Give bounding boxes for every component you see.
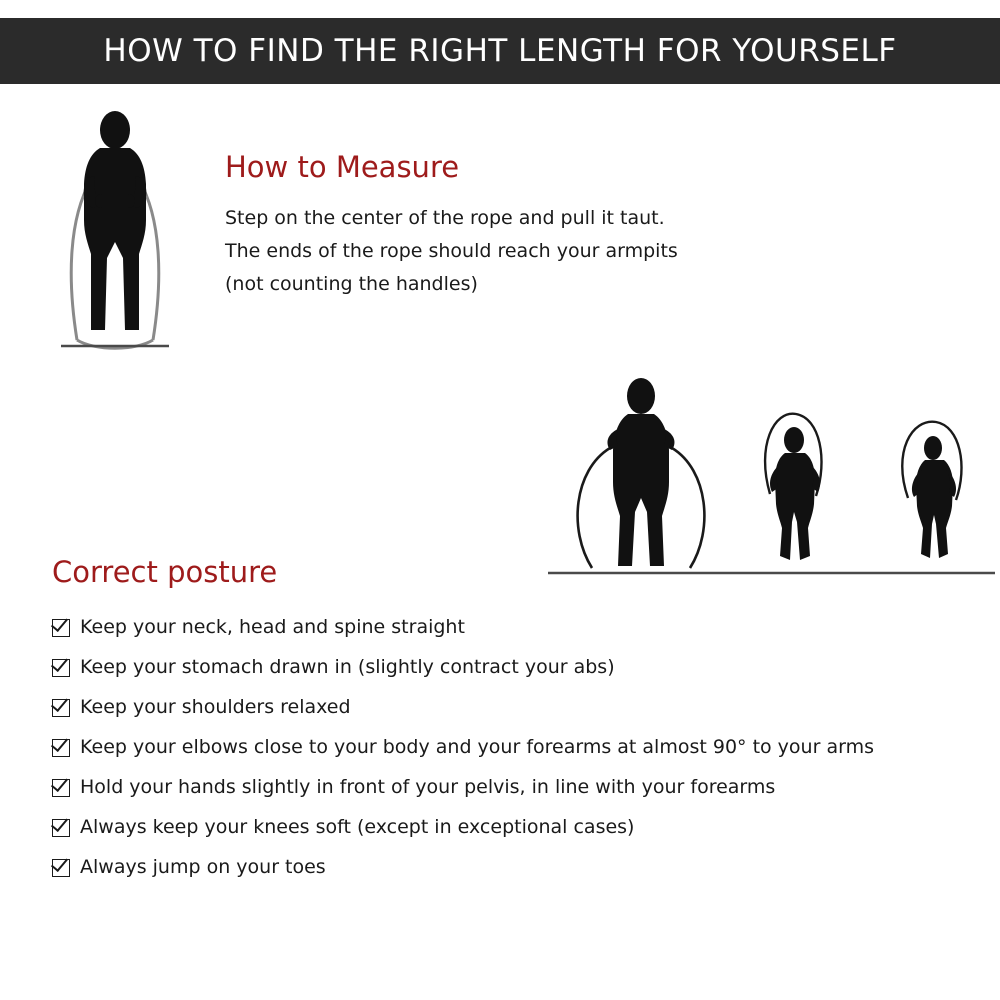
- list-item: [52, 655, 1000, 679]
- list-item-label: Keep your elbows close to your body and your forearms at almost 90° to your arms: [80, 736, 874, 758]
- three-jumping-rope-silhouettes-icon: [540, 370, 1000, 585]
- checkmark-icon: [52, 739, 70, 757]
- page-title: HOW TO FIND THE RIGHT LENGTH FOR YOURSELF: [103, 33, 897, 69]
- measure-line-2: The ends of the rope should reach your armpits: [225, 240, 678, 262]
- header-banner: [0, 18, 1000, 84]
- how-to-measure-heading: How to Measure: [225, 150, 460, 184]
- list-item: [52, 615, 1000, 639]
- checkmark-icon: [52, 819, 70, 837]
- measure-line-1: Step on the center of the rope and pull it taut.: [225, 207, 665, 229]
- list-item-label: Keep your stomach drawn in (slightly contract your abs): [80, 656, 615, 678]
- list-item: [52, 775, 1000, 799]
- correct-posture-heading: Correct posture: [52, 555, 278, 589]
- checkmark-icon: [52, 699, 70, 717]
- list-item: [52, 815, 1000, 839]
- correct-posture-list: [52, 615, 1000, 895]
- list-item-label: Keep your shoulders relaxed: [80, 696, 351, 718]
- measure-line-3: (not counting the handles): [225, 273, 478, 295]
- list-item-label: Keep your neck, head and spine straight: [80, 616, 465, 638]
- person-standing-on-rope-silhouette-icon: [55, 108, 175, 358]
- list-item-label: Always jump on your toes: [80, 856, 326, 878]
- how-to-measure-section: [0, 100, 1000, 370]
- checkmark-icon: [52, 859, 70, 877]
- checkmark-icon: [52, 659, 70, 677]
- list-item: [52, 695, 1000, 719]
- checkmark-icon: [52, 619, 70, 637]
- list-item: [52, 735, 1000, 759]
- list-item-label: Always keep your knees soft (except in exceptional cases): [80, 816, 635, 838]
- checkmark-icon: [52, 779, 70, 797]
- how-to-measure-text: [225, 150, 925, 301]
- list-item-label: Hold your hands slightly in front of your pelvis, in line with your forearms: [80, 776, 776, 798]
- list-item: [52, 855, 1000, 879]
